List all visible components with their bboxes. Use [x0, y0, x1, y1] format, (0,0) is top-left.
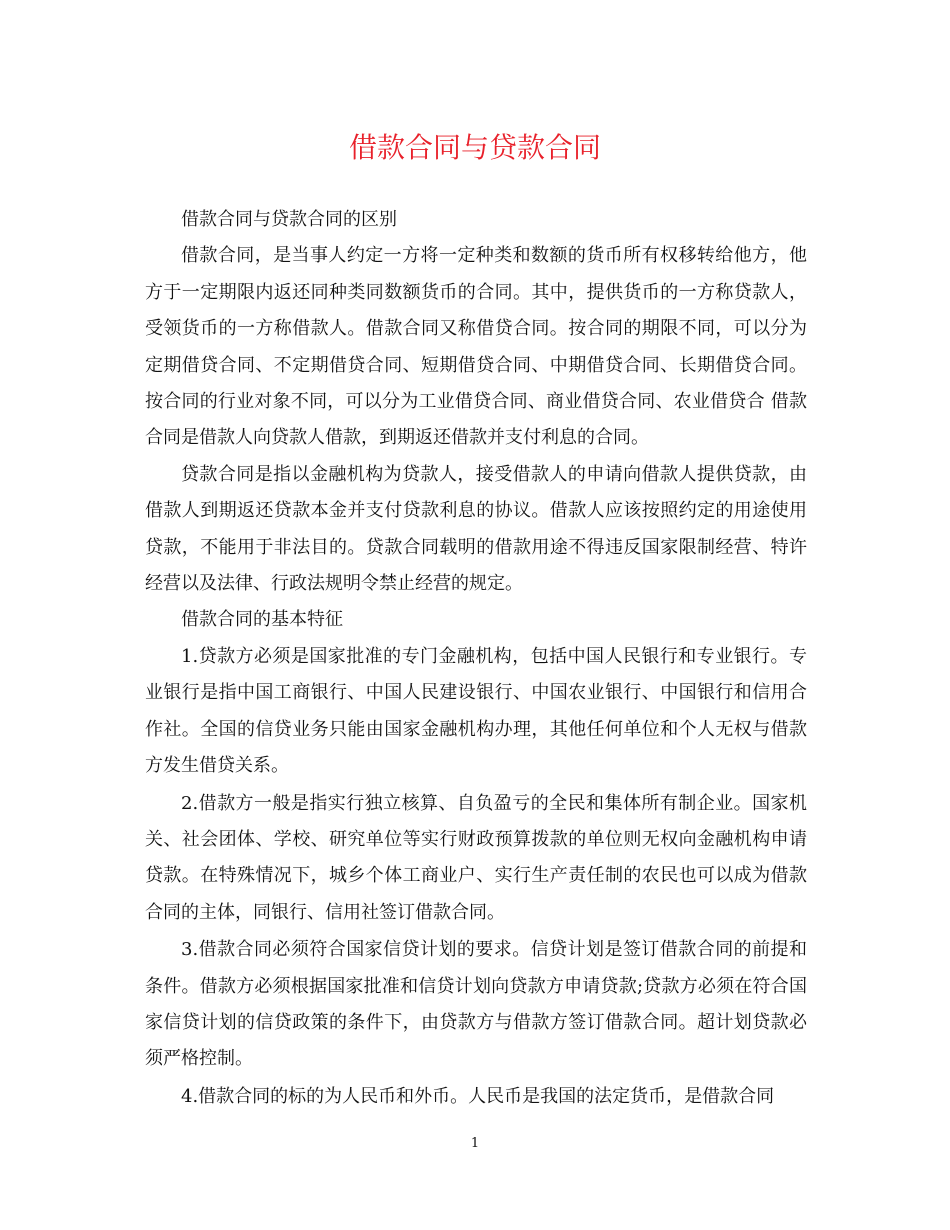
paragraph-lending-contract-definition: 贷款合同是指以金融机构为贷款人，接受借款人的申请向借款人提供贷款，由借款人到期返还贷款本金并支付贷款利息的协议。借款人应该按照约定的用途使用贷款，不能用于非法目的。贷款合同载明的借款用途不得违反国家限制经营、特许经营以及法律、行政法规明令禁止经营的规定。 — [145, 463, 807, 595]
paragraph-feature-3: 3.借款合同必须符合国家信贷计划的要求。信贷计划是签订借款合同的前提和条件。借款方必须根据国家批准和信贷计划向贷款方申请贷款;贷款方必须在符合国家信贷计划的信贷政策的条件下，由贷款方与借款方签订借款合同。超计划贷款必须严格控制。 — [145, 939, 807, 1070]
paragraph-loan-contract-definition: 借款合同，是当事人约定一方将一定种类和数额的货币所有权移转给他方，他方于一定期限内返还同种类同数额货币的合同。其中，提供货币的一方称贷款人，受领货币的一方称借款人。借款合同又称借贷合同。按合同的期限不同，可以分为定期借贷合同、不定期借贷合同、短期借贷合同、中期借贷合同、长期借贷合同。按合同的行业对象不同，可以分为工业借贷合同、商业借贷合同、农业借贷合 借款合同是借款人向贷款人借款，到期返还借款并支付利息的合同。 — [145, 245, 807, 449]
paragraph-feature-4: 4.借款合同的标的为人民币和外币。人民币是我国的法定货币，是借款合同 — [181, 1085, 775, 1107]
paragraph-heading-features: 借款合同的基本特征 — [181, 609, 343, 631]
document-body — [145, 202, 807, 1115]
paragraph-feature-1: 1.贷款方必须是国家批准的专门金融机构，包括中国人民银行和专业银行。专业银行是指中国工商银行、中国人民建设银行、中国农业银行、中国银行和信用合作社。全国的信贷业务只能由国家金融机构办理，其他任何单位和个人无权与借款方发生借贷关系。 — [145, 645, 807, 777]
paragraph-feature-2: 2.借款方一般是指实行独立核算、自负盈亏的全民和集体所有制企业。国家机关、社会团体、学校、研究单位等实行财政预算拨款的单位则无权向金融机构申请贷款。在特殊情况下，城乡个体工商业户、实行生产责任制的农民也可以成为借款合同的主体，同银行、信用社签订借款合同。 — [145, 792, 807, 923]
paragraph-heading-difference: 借款合同与贷款合同的区别 — [181, 209, 397, 230]
page-number: 1 — [470, 1136, 480, 1151]
document-title: 借款合同与贷款合同 — [348, 131, 601, 164]
